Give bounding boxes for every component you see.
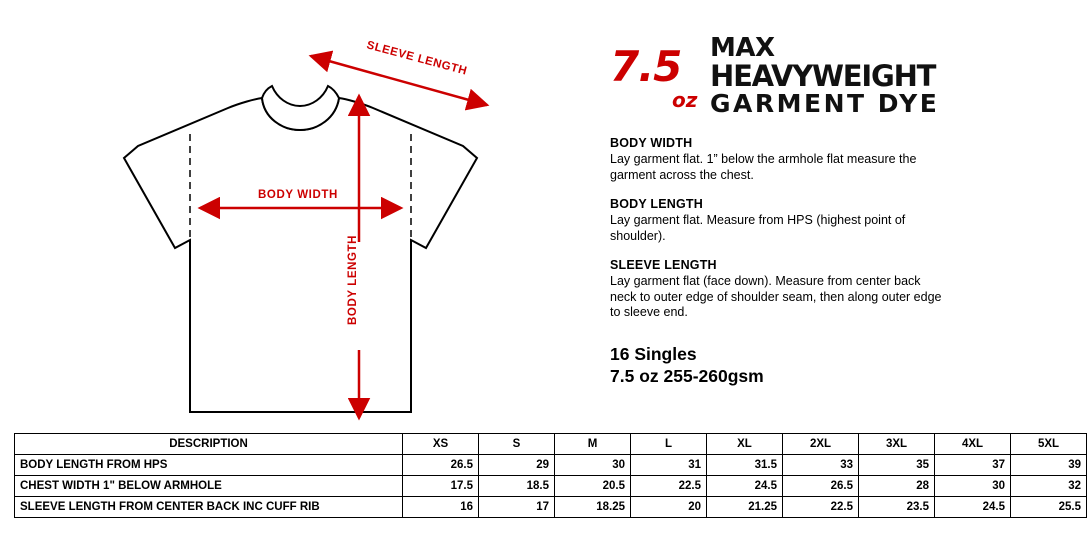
cell-3xl: 23.5	[859, 497, 935, 518]
col-description: DESCRIPTION	[15, 434, 403, 455]
logo-weight-unit: oz	[672, 88, 698, 112]
cell-4xl: 37	[935, 455, 1011, 476]
col-xs: XS	[403, 434, 479, 455]
cell-xs: 26.5	[403, 455, 479, 476]
cell-4xl: 30	[935, 476, 1011, 497]
col-4xl: 4XL	[935, 434, 1011, 455]
row-label: BODY LENGTH FROM HPS	[15, 455, 403, 476]
cell-l: 20	[631, 497, 707, 518]
cell-s: 17	[479, 497, 555, 518]
logo-weight-number: 7.5	[610, 42, 682, 91]
sleeve-length-label: SLEEVE LENGTH	[365, 39, 469, 78]
product-logo	[610, 22, 1010, 122]
tshirt-outline	[124, 86, 477, 412]
section-body: Lay garment flat. Measure from HPS (highest point of shoulder).	[610, 213, 906, 243]
cell-m: 18.25	[555, 497, 631, 518]
section-sleeve-length	[610, 258, 1010, 321]
cell-s: 29	[479, 455, 555, 476]
cell-m: 20.5	[555, 476, 631, 497]
row-label: CHEST WIDTH 1" BELOW ARMHOLE	[15, 476, 403, 497]
col-xl: XL	[707, 434, 783, 455]
cell-3xl: 35	[859, 455, 935, 476]
cell-xs: 16	[403, 497, 479, 518]
col-3xl: 3XL	[859, 434, 935, 455]
col-m: M	[555, 434, 631, 455]
cell-5xl: 32	[1011, 476, 1087, 497]
cell-2xl: 26.5	[783, 476, 859, 497]
section-body: Lay garment flat. 1” below the armhole flat measure the garment across the chest.	[610, 152, 917, 182]
col-s: S	[479, 434, 555, 455]
row-label: SLEEVE LENGTH FROM CENTER BACK INC CUFF RIB	[15, 497, 403, 518]
col-l: L	[631, 434, 707, 455]
section-title: BODY WIDTH	[610, 136, 693, 150]
body-width-label: BODY WIDTH	[258, 189, 338, 201]
section-title: BODY LENGTH	[610, 197, 703, 211]
table-row	[15, 476, 1087, 497]
section-title: SLEEVE LENGTH	[610, 258, 717, 272]
logo-line-max: MAX	[710, 33, 775, 63]
info-panel	[610, 22, 1010, 387]
size-chart-table	[14, 433, 1087, 518]
col-5xl: 5XL	[1011, 434, 1087, 455]
table-row	[15, 497, 1087, 518]
section-body-width	[610, 136, 1010, 183]
cell-s: 18.5	[479, 476, 555, 497]
cell-xs: 17.5	[403, 476, 479, 497]
table-row	[15, 455, 1087, 476]
section-body-length	[610, 197, 1010, 244]
cell-m: 30	[555, 455, 631, 476]
logo-line-heavyweight: HEAVYWEIGHT	[710, 59, 936, 93]
cell-5xl: 39	[1011, 455, 1087, 476]
yarn-singles: 16 Singles	[610, 343, 697, 364]
cell-2xl: 33	[783, 455, 859, 476]
fabric-specs	[610, 343, 1010, 387]
cell-4xl: 24.5	[935, 497, 1011, 518]
cell-l: 31	[631, 455, 707, 476]
cell-l: 22.5	[631, 476, 707, 497]
cell-xl: 31.5	[707, 455, 783, 476]
cell-5xl: 25.5	[1011, 497, 1087, 518]
cell-3xl: 28	[859, 476, 935, 497]
logo-line-garment-dye: GARMENT DYE	[710, 89, 940, 118]
cell-xl: 24.5	[707, 476, 783, 497]
col-2xl: 2XL	[783, 434, 859, 455]
section-body: Lay garment flat (face down). Measure from center back neck to outer edge of shoulder seam, then along outer edge to sleeve end.	[610, 274, 942, 319]
table-header-row	[15, 434, 1087, 455]
cell-xl: 21.25	[707, 497, 783, 518]
fabric-weight: 7.5 oz 255-260gsm	[610, 365, 764, 386]
tshirt-diagram	[0, 0, 600, 430]
cell-2xl: 22.5	[783, 497, 859, 518]
body-length-label: BODY LENGTH	[347, 234, 359, 325]
